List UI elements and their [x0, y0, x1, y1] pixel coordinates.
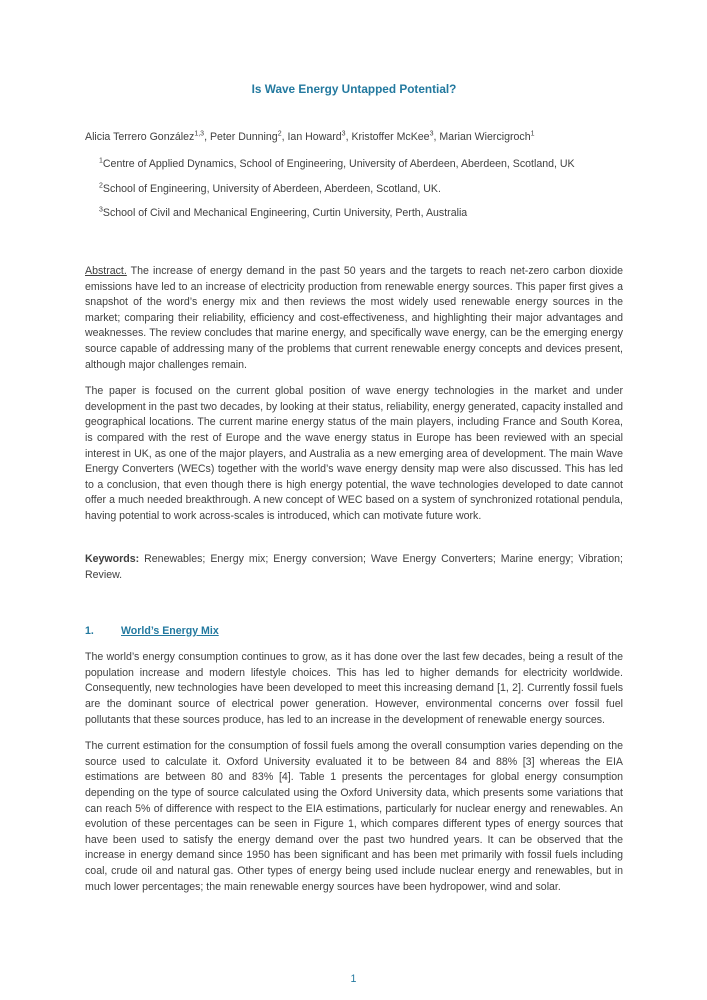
affiliations-block [85, 157, 623, 222]
affiliation-text: School of Civil and Mechanical Engineering, Curtin University, Perth, Australia [102, 207, 468, 220]
section-title: World’s Energy Mix [121, 624, 219, 637]
abstract-text: The increase of energy demand in the past 50 years and the targets to reach net-zero carbon dioxide emissions have led to an increase of electricity production from renewable energy sources. This paper first gives a snapshot of the word’s energy mix and then reviews the most widely used renewable energy sources in the market; comparing their reliability, efficiency and cost-effectiveness, and highlighting their major advantages and weaknesses. The review concludes that marine energy, and specifically wave energy, can be the emerging energy source capable of addressing many of the problems that current renewable energy concepts and devices present, although major challenges remain. [85, 264, 623, 371]
abstract-paragraph-2: The paper is focused on the current global position of wave energy technologies in the market and under development in the past two decades, by looking at their status, reliability, energy generated, capacity installed and geographical locations. The current marine energy status of the main players, including France and South Korea, is compared with the rest of Europe and the wave energy status in Europe has been reviewed with an special interest in UK, as one of the major players, and Australia as a new emerging area of development. The main Wave Energy Converters (WECs) together with the world’s wave energy density map were also discussed. This has led to a conclusion, that even though there is high energy potential, the wave technologies developed to date cannot offer a much needed breakthrough. A new concept of WEC based on a system of synchronized rotational pendula, having potential to work across-scales is introduced, which can motivate future work. [85, 385, 623, 522]
keywords-line [85, 552, 623, 583]
abstract-label: Abstract. [85, 264, 127, 277]
author-name: , Marian Wiercigroch [433, 130, 531, 143]
author-affiliation-marker: 2 [277, 130, 282, 138]
section-1-paragraph-1: The world’s energy consumption continues to grow, as it has done over the last few decades, being a result of the population increase and modern lifestyle choices. This has led to higher demands for electricity worldwide. Consequently, new technologies have been developed to meet this increasing demand [1, 2]. Currently fossil fuels are the dominant source of electrical power generation. However, environmental concerns over fossil fuel pollutants that these sources produce, has led to an increase in the development of renewable energy sources. [85, 651, 623, 726]
page-number: 1 [350, 973, 357, 986]
keywords-label: Keywords: [85, 553, 140, 566]
author-affiliation-marker: 3 [341, 130, 346, 138]
paper-title: Is Wave Energy Untapped Potential? [251, 82, 457, 96]
author-affiliation-marker: 1,3 [194, 130, 205, 138]
author-affiliation-marker: 3 [429, 130, 434, 138]
affiliation-marker: 3 [99, 206, 103, 214]
affiliation-text: School of Engineering, University of Aberdeen, Aberdeen, Scotland, UK. [102, 182, 441, 195]
authors-line [85, 130, 623, 146]
section-number: 1. [85, 624, 94, 637]
keywords-text: Renewables; Energy mix; Energy conversion; Wave Energy Converters; Marine energy; Vibration; Review. [85, 553, 623, 582]
affiliation-line [99, 157, 623, 173]
affiliation-line [99, 182, 623, 198]
affiliation-marker: 2 [99, 182, 103, 190]
affiliation-marker: 1 [99, 157, 103, 165]
author-name: , Ian Howard [281, 130, 342, 143]
section-1-heading [85, 624, 623, 640]
author-name: , Peter Dunning [204, 130, 278, 143]
affiliation-text: Centre of Applied Dynamics, School of Engineering, University of Aberdeen, Aberdeen, Scotland, UK [102, 158, 575, 171]
section-1-paragraph-2: The current estimation for the consumption of fossil fuels among the overall consumption varies depending on the source used to calculate it. Oxford University evaluated it to be between 84 and 88% [3] whereas the EIA estimations are between 80 and 83% [4]. Table 1 presents the percentages for global energy consumption depending on the type of source calculated using the Oxford University data, which presents some variations that can reach 5% of difference with respect to the EIA estimations, particularly for nuclear energy and renewables. An evolution of these percentages can be seen in Figure 1, which compares different types of energy sources that have been used to satisfy the energy demand over the past two hundred years. It can be observed that the increase in energy demand since 1950 has been significant and has been met primarily with fossil fuels including coal, crude oil and natural gas. Other types of energy being used include nuclear energy and renewables, but in much lower percentages; the main renewable energy sources have been hydropower, wind and solar. [85, 740, 623, 893]
author-name: Alicia Terrero González [85, 130, 195, 143]
affiliation-line [99, 206, 623, 222]
abstract-paragraph-1 [85, 264, 623, 373]
author-name: , Kristoffer McKee [345, 130, 430, 143]
author-affiliation-marker: 1 [530, 130, 535, 138]
